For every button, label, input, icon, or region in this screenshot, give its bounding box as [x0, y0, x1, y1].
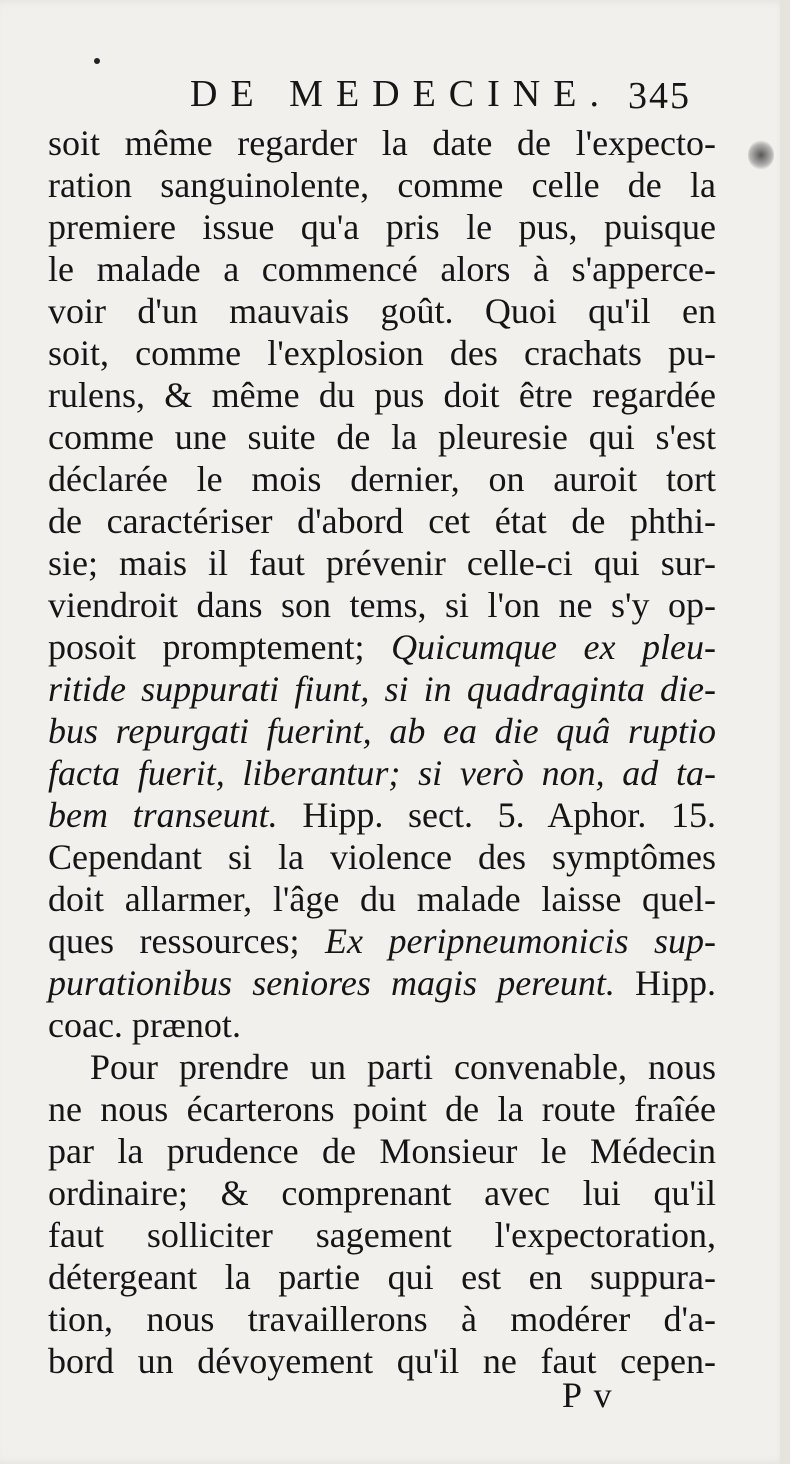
text-line: comme une suite de la pleuresie qui s'est: [48, 417, 716, 457]
running-head: DE MEDECINE.: [190, 73, 612, 115]
text-line: bord un dévoyement qu'il ne faut cepen-: [48, 1341, 716, 1381]
text-line: de caractériser d'abord cet état de phthi-: [48, 501, 716, 541]
roman-run: posoit promptement;: [48, 627, 365, 667]
text-line: viendroit dans son tems, si l'on ne s'y op-: [48, 585, 716, 625]
text-line: faut solliciter sagement l'expectoration,: [48, 1215, 716, 1255]
text-line: rulens, & même du pus doit être regardée: [48, 375, 716, 415]
ink-stain: [748, 140, 774, 170]
text-line: tion, nous travaillerons à modérer d'a-: [48, 1299, 716, 1339]
page-number: 345: [628, 75, 691, 117]
text-line: soit, comme l'explosion des crachats pu-: [48, 333, 716, 373]
paragraph-start: Pour prendre un parti convenable, nous: [90, 1047, 716, 1087]
latin-quote-line: bus repurgati fuerint, ab ea die quâ ruptio: [48, 711, 716, 751]
latin-quote-line: facta fuerit, liberantur; si verò non, ad ta-: [48, 753, 716, 793]
text-line: soit même regarder la date de l'expecto-: [48, 123, 716, 163]
latin-quote: Ex peripneumonicis sup-: [325, 921, 716, 961]
text-line: voir d'un mauvais goût. Quoi qu'il en: [48, 291, 716, 331]
latin-quote: bem transeunt.: [48, 795, 278, 835]
latin-quote: Quicumque ex pleu-: [391, 627, 717, 667]
text-line: doit allarmer, l'âge du malade laisse quel-: [48, 879, 716, 919]
text-line: Cependant si la violence des symptômes: [48, 837, 716, 877]
text-line: [48, 626, 716, 668]
text-line: premiere issue qu'a pris le pus, puisque: [48, 207, 716, 247]
latin-quote-line: ritide suppurati fiunt, si in quadraginta die-: [48, 669, 716, 709]
citation: Hipp. sect. 5. Aphor. 15.: [302, 795, 716, 835]
page-gutter: [780, 0, 790, 1464]
latin-quote: purationibus seniores magis pereunt.: [48, 963, 615, 1003]
signature-mark: P v: [562, 1375, 614, 1415]
text-line: sie; mais il faut prévenir celle-ci qui sur-: [48, 543, 716, 583]
text-line: [48, 920, 716, 962]
text-line: ordinaire; & comprenant avec lui qu'il: [48, 1173, 716, 1213]
text-line: [48, 1004, 716, 1046]
citation: coac. prænot.: [48, 1005, 241, 1045]
text-line: [48, 962, 716, 1004]
text-line: ne nous écarterons point de la route fraîée: [48, 1089, 716, 1129]
text-line: le malade a commencé alors à s'apperce-: [48, 249, 716, 289]
text-line: détergeant la partie qui est en suppura-: [48, 1257, 716, 1297]
page-header: [0, 72, 790, 122]
text-line: par la prudence de Monsieur le Médecin: [48, 1131, 716, 1171]
text-line: déclarée le mois dernier, on auroit tort: [48, 459, 716, 499]
roman-run: ques ressources;: [48, 921, 300, 961]
text-line: ration sanguinolente, comme celle de la: [48, 165, 716, 205]
body-text: [48, 122, 716, 1382]
citation: Hipp.: [635, 963, 716, 1003]
text-line: [48, 794, 716, 836]
ink-speck: [94, 58, 100, 64]
